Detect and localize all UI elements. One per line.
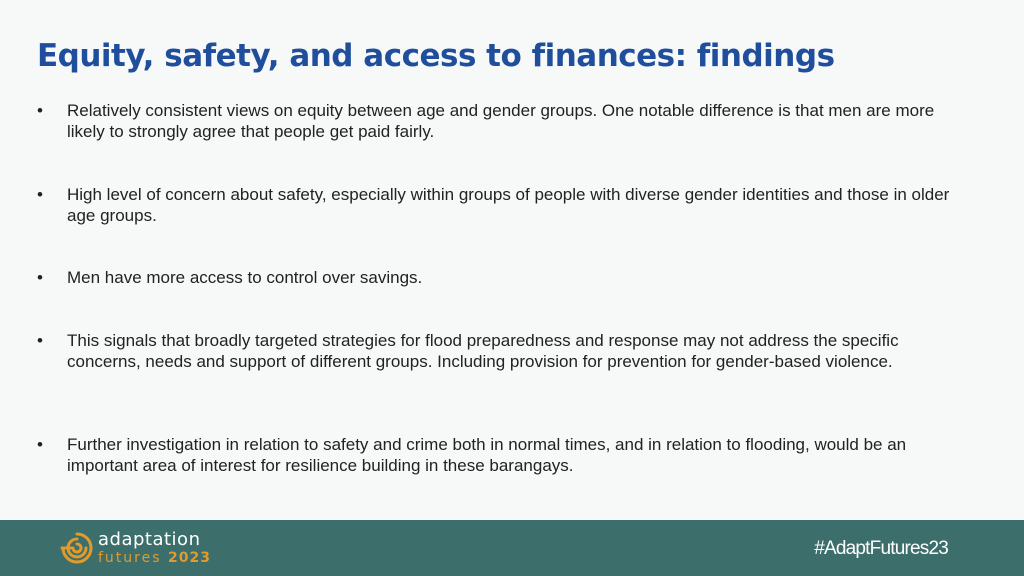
bullet-glyph: • bbox=[37, 101, 43, 120]
adaptation-futures-logo-icon bbox=[60, 531, 94, 565]
bullet-glyph: • bbox=[37, 331, 43, 350]
bullet-text: This signals that broadly targeted strategies for flood preparedness and response may not address the specific concerns, needs and support of different groups. Including provision for prevention for gender-based violence. bbox=[67, 331, 899, 371]
logo-word-futures: futures 2023 bbox=[98, 550, 211, 566]
bullet-item bbox=[37, 100, 967, 142]
bullet-item bbox=[37, 434, 967, 476]
logo-year: 2023 bbox=[167, 550, 211, 566]
footer-bar bbox=[0, 520, 1024, 576]
logo-word-adaptation: adaptation bbox=[98, 529, 201, 550]
event-hashtag: #AdaptFutures23 bbox=[814, 538, 948, 559]
bullet-glyph: • bbox=[37, 185, 43, 204]
bullet-glyph: • bbox=[37, 435, 43, 454]
adaptation-futures-logo bbox=[60, 528, 220, 568]
bullet-text: Relatively consistent views on equity between age and gender groups. One notable difference is that men are more likely to strongly agree that people get paid fairly. bbox=[67, 101, 935, 141]
bullet-item bbox=[37, 184, 967, 226]
bullet-text: Men have more access to control over savings. bbox=[67, 268, 423, 287]
bullet-item bbox=[37, 267, 967, 288]
slide-title: Equity, safety, and access to finances: findings bbox=[37, 38, 835, 74]
bullet-item bbox=[37, 330, 967, 372]
bullet-text: Further investigation in relation to safety and crime both in normal times, and in relation to flooding, would be an important area of interest for resilience building in these barangays. bbox=[67, 435, 907, 475]
bullet-glyph: • bbox=[37, 268, 43, 287]
bullet-text: High level of concern about safety, especially within groups of people with diverse gender identities and those in older age groups. bbox=[67, 185, 950, 225]
